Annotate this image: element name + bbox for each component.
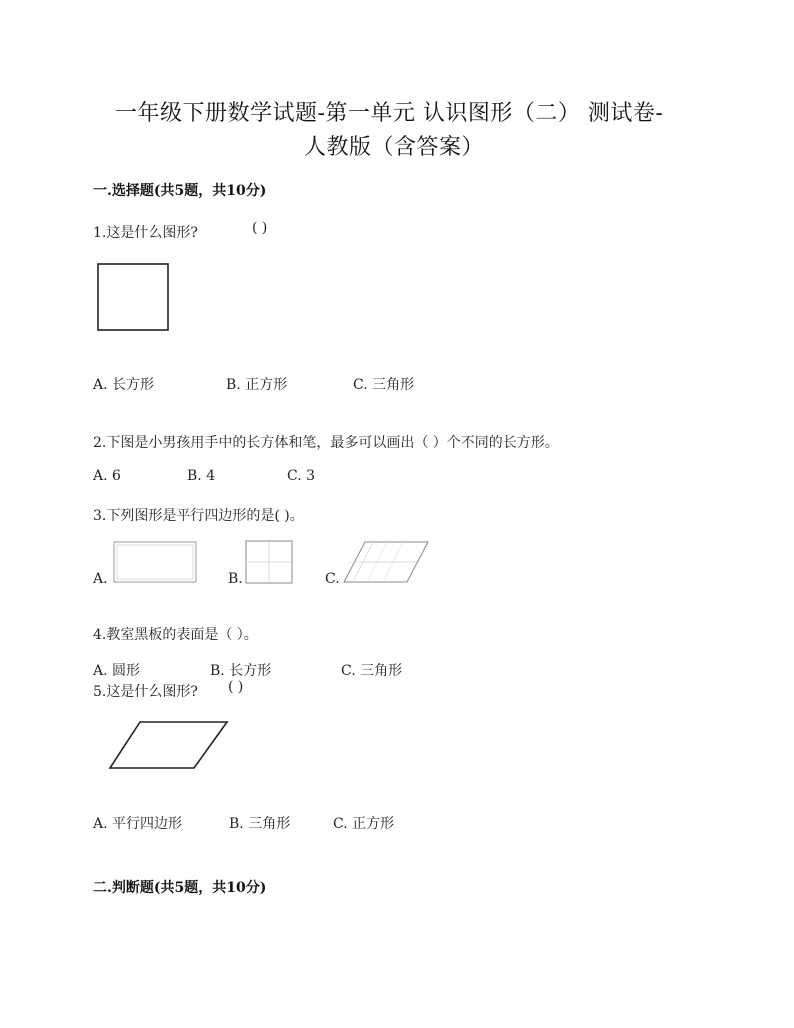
question-5-option-a[interactable]: A. 平行四边形 xyxy=(93,816,183,832)
question-5-option-b[interactable]: B. 三角形 xyxy=(229,816,291,832)
question-2-option-a[interactable]: A. 6 xyxy=(93,468,121,484)
question-1-option-a[interactable]: A. 长方形 xyxy=(93,377,155,393)
section-heading-judgment: 二.判断题(共5题，共10分) xyxy=(93,880,267,896)
question-1-option-b[interactable]: B. 正方形 xyxy=(226,377,288,393)
question-1-answer-blank[interactable]: ( ) xyxy=(252,220,268,236)
square-figure-option-b xyxy=(245,540,293,584)
page-title-line1: 一年级下册数学试题-第一单元 认识图形（二） 测试卷- xyxy=(115,101,664,126)
question-4-stem: 4.教室黑板的表面是（ ）。 xyxy=(93,627,258,643)
question-3-option-a[interactable]: A. xyxy=(93,571,108,587)
parallelogram-figure-option-c xyxy=(343,540,429,584)
question-3-stem: 3.下列图形是平行四边形的是( )。 xyxy=(93,508,304,524)
question-5-option-c[interactable]: C. 正方形 xyxy=(333,816,395,832)
question-3-option-b[interactable]: B. xyxy=(228,571,243,587)
question-4-option-b[interactable]: B. 长方形 xyxy=(210,663,272,679)
page-title-line2: 人教版（含答案） xyxy=(304,135,485,160)
question-2-option-b[interactable]: B. 4 xyxy=(187,468,216,484)
question-4-option-c[interactable]: C. 三角形 xyxy=(341,663,403,679)
question-5-answer-blank[interactable]: ( ) xyxy=(228,679,244,695)
question-3-option-c[interactable]: C. xyxy=(325,571,340,587)
square-figure xyxy=(97,263,169,331)
question-4-option-a[interactable]: A. 圆形 xyxy=(93,663,141,679)
question-1-option-c[interactable]: C. 三角形 xyxy=(353,377,415,393)
rectangle-figure-option-a xyxy=(113,541,197,583)
section-heading-choice: 一.选择题(共5题，共10分) xyxy=(93,183,267,199)
question-2-stem: 2.下图是小男孩用手中的长方体和笔，最多可以画出（ ）个不同的长方形。 xyxy=(93,435,559,451)
parallelogram-figure xyxy=(108,720,230,770)
question-5-stem: 5.这是什么图形? xyxy=(93,684,198,700)
question-2-option-c[interactable]: C. 3 xyxy=(287,468,316,484)
question-1-stem: 1.这是什么图形? xyxy=(93,225,198,241)
